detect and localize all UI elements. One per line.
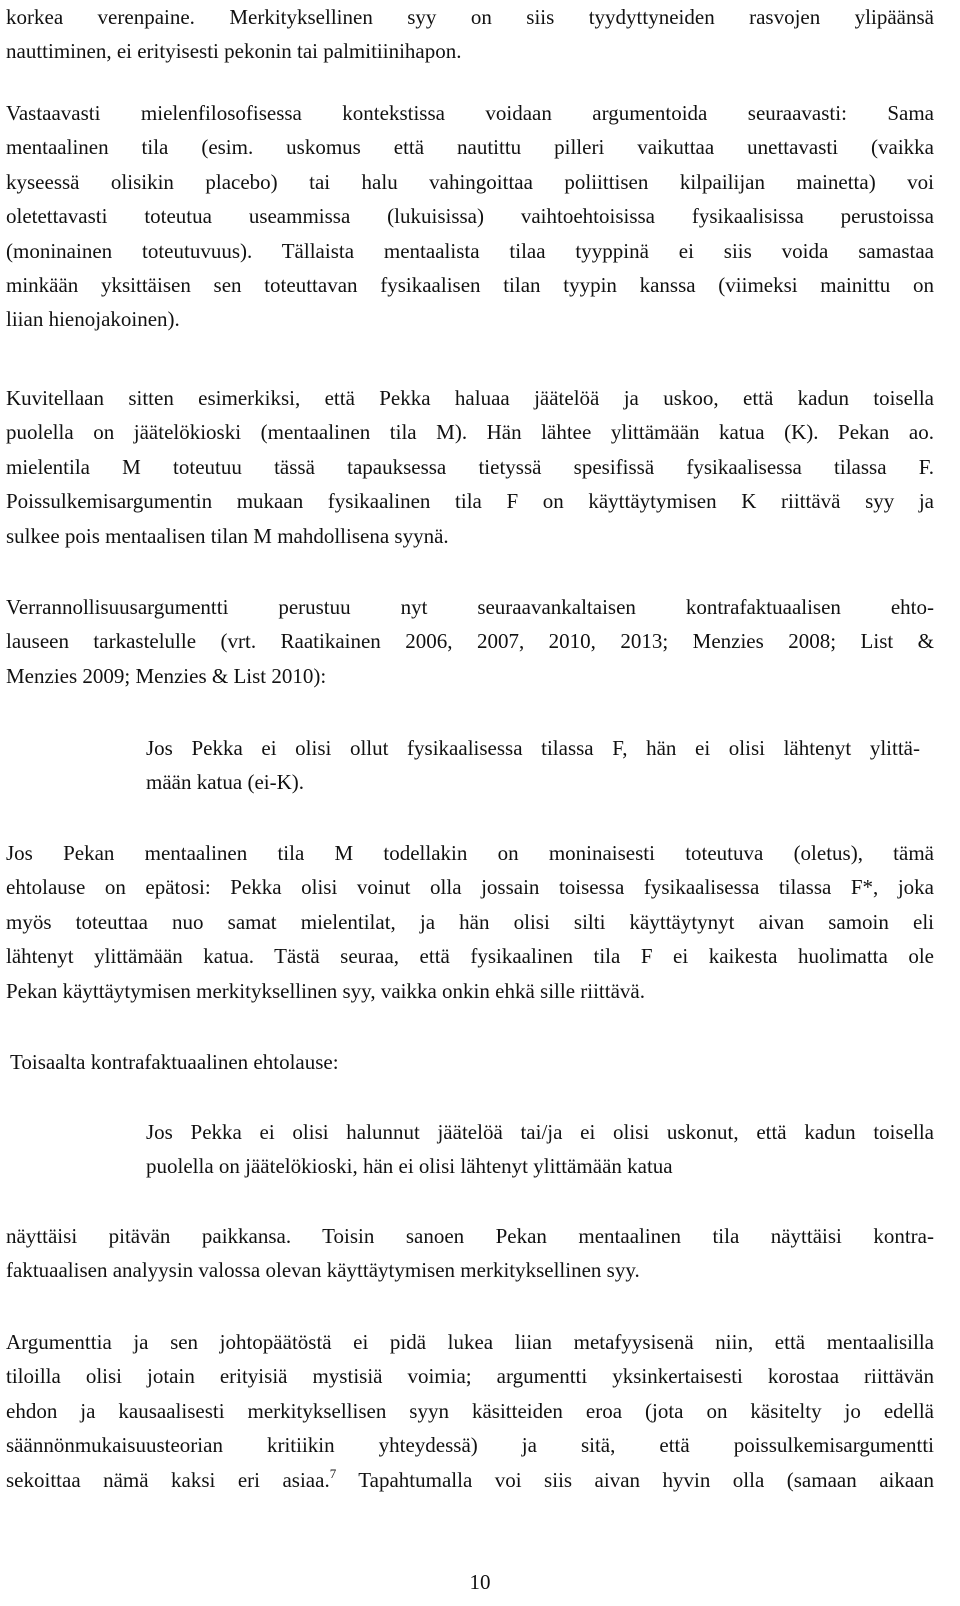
paragraph-1 <box>6 0 934 69</box>
text-line: sulkee pois mentaalisen tilan M mahdollisena syynä. <box>6 523 449 548</box>
quote-2 <box>146 1115 934 1184</box>
text-line: näyttäisi pitävän paikkansa. Toisin sanoen Pekan mentaalinen tila näyttäisi kontra- <box>6 1224 934 1248</box>
text-line: Menzies 2009; Menzies & List 2010): <box>6 663 327 688</box>
page-number: 10 <box>469 1570 491 1594</box>
text-line: minkään yksittäisen sen toteuttavan fysikaalisen tilan tyypin kanssa (viimeksi mainittu on <box>6 273 934 298</box>
text-line: Poissulkemisargumentin mukaan fysikaalinen tila F on käyttäytymisen K riittävä syy ja <box>6 489 934 514</box>
text-line: puolella on jäätelökioski (mentaalinen tila M). Hän lähtee ylittämään katua (K). Pekan ao. <box>6 420 934 445</box>
text-line: Vastaavasti mielenfilosofisessa kontekstissa voidaan argumentoida seuraavasti: Sama <box>6 101 934 125</box>
text-line: myös toteuttaa nuo samat mielentilat, ja hän olisi silti käyttäytynyt aivan samoin eli <box>6 909 934 934</box>
paragraph-6 <box>10 1045 938 1079</box>
quote-1 <box>146 731 920 800</box>
text-line: Argumenttia ja sen johtopäätöstä ei pidä lukea liian metafyysisenä niin, että mentaalisilla <box>6 1330 934 1354</box>
text-line: puolella on jäätelökioski, hän ei olisi lähtenyt ylittämään katua <box>146 1154 673 1179</box>
paragraph-2 <box>6 96 934 337</box>
text-line: mentaalinen tila (esim. uskomus että nautittu pilleri vaikuttaa unettavasti (vaikka <box>6 135 934 160</box>
text-line: lähtenyt ylittämään katua. Tästä seuraa, että fysikaalinen tila F ei kaikesta huolimatta ole <box>6 944 934 969</box>
text-line: nauttiminen, ei erityisesti pekonin tai palmitiinihapon. <box>6 39 462 64</box>
text-line: Kuvitellaan sitten esimerkiksi, että Pekka haluaa jäätelöä ja uskoo, että kadun toisella <box>6 386 934 410</box>
paragraph-7 <box>6 1219 934 1288</box>
text-line: Jos Pekka ei olisi ollut fysikaalisessa tilassa F, hän ei olisi lähtenyt ylittä- <box>146 736 920 760</box>
text-line: oletettavasti toteutua useammissa (lukuisissa) vaihtoehtoisissa fysikaalisissa perustoissa <box>6 204 934 229</box>
text-line: mielentila M toteutuu tässä tapauksessa tietyssä spesifissä fysikaalisessa tilassa F. <box>6 454 934 479</box>
paragraph-5 <box>6 836 934 1008</box>
text-line-with-footnote <box>6 1463 934 1497</box>
text-fragment: Tapahtumalla voi siis aivan hyvin olla (samaan aikaan <box>336 1467 934 1492</box>
text-line: säännönmukaisuusteorian kritiikin yhteydessä) ja sitä, että poissulkemisargumentti <box>6 1433 934 1458</box>
text-line: ehtolause on epätosi: Pekka olisi voinut olla jossain toisessa fysikaalisessa tilassa F*, joka <box>6 875 934 900</box>
text-line: Jos Pekan mentaalinen tila M todellakin on moninaisesti toteutuva (oletus), tämä <box>6 841 934 865</box>
text-line: liian hienojakoinen). <box>6 307 180 332</box>
text-line: ehdon ja kausaalisesti merkityksellisen syyn käsitteiden eroa (jota on käsitelty jo edellä <box>6 1398 934 1423</box>
paragraph-3 <box>6 381 934 553</box>
text-line: (moninainen toteutuvuus). Tällaista mentaalista tilaa tyyppinä ei siis voida samastaa <box>6 238 934 263</box>
text-line: Toisaalta kontrafaktuaalinen ehtolause: <box>10 1050 339 1074</box>
text-line: faktuaalisen analyysin valossa olevan käyttäytymisen merkityksellinen syy. <box>6 1258 640 1283</box>
paragraph-8 <box>6 1325 934 1497</box>
text-line: lauseen tarkastelulle (vrt. Raatikainen 2006, 2007, 2010, 2013; Menzies 2008; List & <box>6 629 934 654</box>
text-line: mään katua (ei-K). <box>146 770 305 795</box>
text-line: Verrannollisuusargumentti perustuu nyt seuraavankaltaisen kontrafaktuaalisen ehto- <box>6 595 934 619</box>
text-fragment: sekoittaa nämä kaksi eri asiaa. <box>6 1467 330 1492</box>
text-line: tiloilla olisi jotain erityisiä mystisiä voimia; argumentti yksinkertaisesti korostaa riittävän <box>6 1364 934 1389</box>
text-line: kyseessä olisikin placebo) tai halu vahingoittaa poliittisen kilpailijan mainetta) voi <box>6 169 934 194</box>
text-line: korkea verenpaine. Merkityksellinen syy on siis tyydyttyneiden rasvojen ylipäänsä <box>6 5 934 29</box>
text-line: Jos Pekka ei olisi halunnut jäätelöä tai/ja ei olisi uskonut, että kadun toisella <box>146 1120 934 1144</box>
text-line: Pekan käyttäytymisen merkityksellinen syy, vaikka onkin ehkä sille riittävä. <box>6 978 645 1003</box>
footnote-reference[interactable]: 7 <box>329 1465 337 1481</box>
paragraph-4 <box>6 590 934 693</box>
